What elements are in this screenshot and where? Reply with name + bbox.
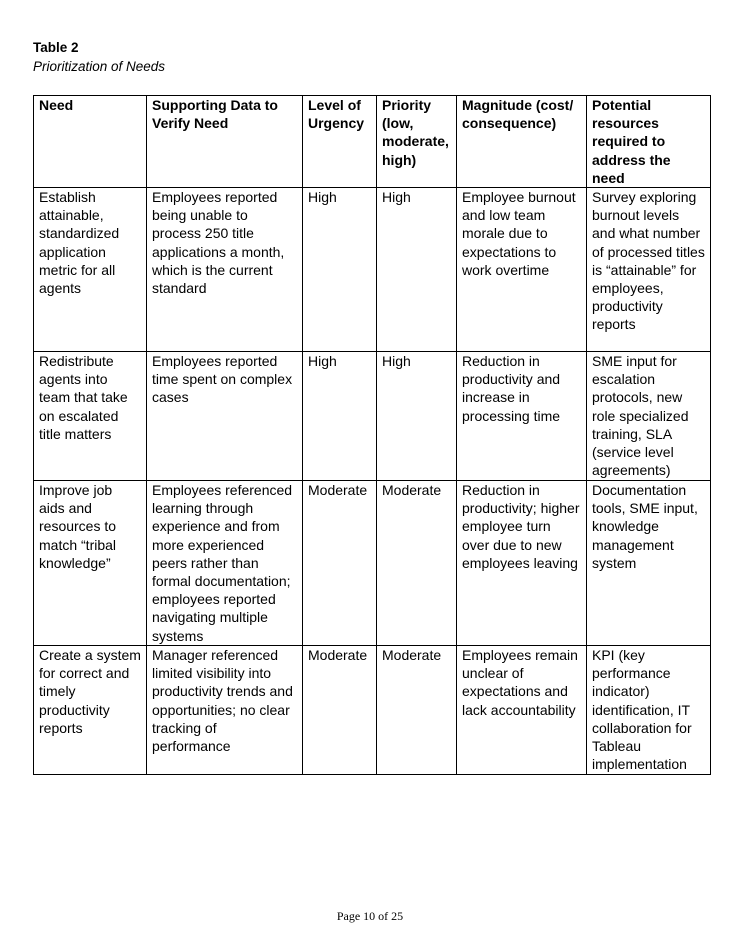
cell-resources: SME input for escalation protocols, new role specialized training, SLA (service level agreements) [587,352,711,481]
cell-priority: Moderate [377,646,457,775]
table-row [34,481,711,646]
cell-need: Redistribute agents into team that take on escalated title matters [34,352,147,481]
cell-need: Improve job aids and resources to match “tribal knowledge” [34,481,147,646]
table-title: Prioritization of Needs [33,59,166,74]
header-need: Need [34,96,147,188]
cell-resources: KPI (key performance indicator) identification, IT collaboration for Tableau implementation [587,646,711,775]
cell-need: Establish attainable, standardized application metric for all agents [34,188,147,352]
cell-supporting-data: Employees reported being unable to process 250 title applications a month, which is the current standard [147,188,303,352]
cell-urgency: High [303,188,377,352]
table-caption [33,39,165,75]
cell-supporting-data: Manager referenced limited visibility into productivity trends and opportunities; no clear tracking of performance [147,646,303,775]
cell-magnitude: Reduction in productivity and increase in processing time [457,352,587,481]
table-row [34,188,711,352]
table-row [34,352,711,481]
table-label: Table 2 [33,40,79,55]
page-number: Page 10 of 25 [336,909,404,923]
cell-supporting-data: Employees reported time spent on complex cases [147,352,303,481]
cell-resources: Survey exploring burnout levels and what number of processed titles is “attainable” for employees, productivity reports [587,188,711,352]
cell-urgency: Moderate [303,646,377,775]
cell-magnitude: Employees remain unclear of expectations and lack accountability [457,646,587,775]
header-urgency: Level of Urgency [303,96,377,188]
cell-need: Create a system for correct and timely productivity reports [34,646,147,775]
cell-priority: High [377,352,457,481]
header-supporting-data: Supporting Data to Verify Need [147,96,303,188]
cell-supporting-data: Employees referenced learning through experience and from more experienced peers rather than formal documentation; employees reported navigating multiple systems [147,481,303,646]
header-priority: Priority (low, moderate, high) [377,96,457,188]
needs-prioritization-table [33,95,711,775]
header-resources: Potential resources required to address the need [587,96,711,188]
cell-priority: High [377,188,457,352]
header-magnitude: Magnitude (cost/ consequence) [457,96,587,188]
cell-magnitude: Reduction in productivity; higher employee turn over due to new employees leaving [457,481,587,646]
table-header-row [34,96,711,188]
table-row [34,646,711,775]
cell-resources: Documentation tools, SME input, knowledge management system [587,481,711,646]
cell-priority: Moderate [377,481,457,646]
cell-urgency: Moderate [303,481,377,646]
cell-urgency: High [303,352,377,481]
cell-magnitude: Employee burnout and low team morale due to expectations to work overtime [457,188,587,352]
